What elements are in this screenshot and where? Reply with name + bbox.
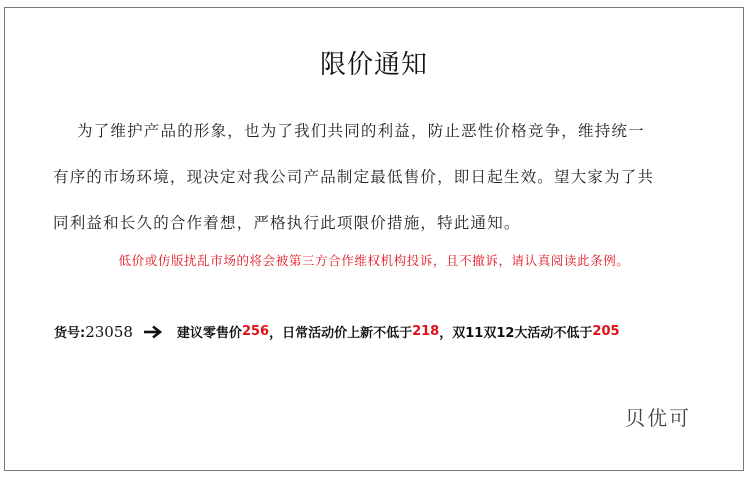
daily-price: 218	[412, 324, 440, 339]
goods-number: 23058	[85, 322, 133, 341]
paragraph-line: 有序的市场环境，现决定对我公司产品制定最低售价，即日起生效。望大家为了共	[53, 168, 655, 186]
goods-label: 货号:	[54, 326, 86, 341]
event-label: ，双11双12大活动不低于	[439, 326, 593, 341]
notice-paragraph	[53, 108, 713, 246]
retail-price: 256	[241, 324, 270, 339]
pricing-line	[54, 322, 620, 341]
retail-label: 建议零售价	[176, 326, 242, 341]
paragraph-line: 为了维护产品的形象，也为了我们共同的利益，防止恶性价格竞争，维持统一	[77, 122, 645, 140]
notice-title: 限价通知	[319, 50, 428, 80]
notice-frame	[4, 7, 744, 471]
warning-text: 低价或仿版扰乱市场的将会被第三方合作维权机构投诉，且不撤诉，请认真阅读此条例。	[118, 253, 630, 268]
event-price: 205	[592, 324, 620, 339]
daily-label: ，日常活动价上新不低于	[269, 326, 413, 341]
paragraph-line: 同利益和长久的合作着想，严格执行此项限价措施，特此通知。	[53, 214, 521, 232]
right-arrow-icon	[143, 325, 163, 339]
brand-signature: 贝优可	[625, 406, 691, 430]
